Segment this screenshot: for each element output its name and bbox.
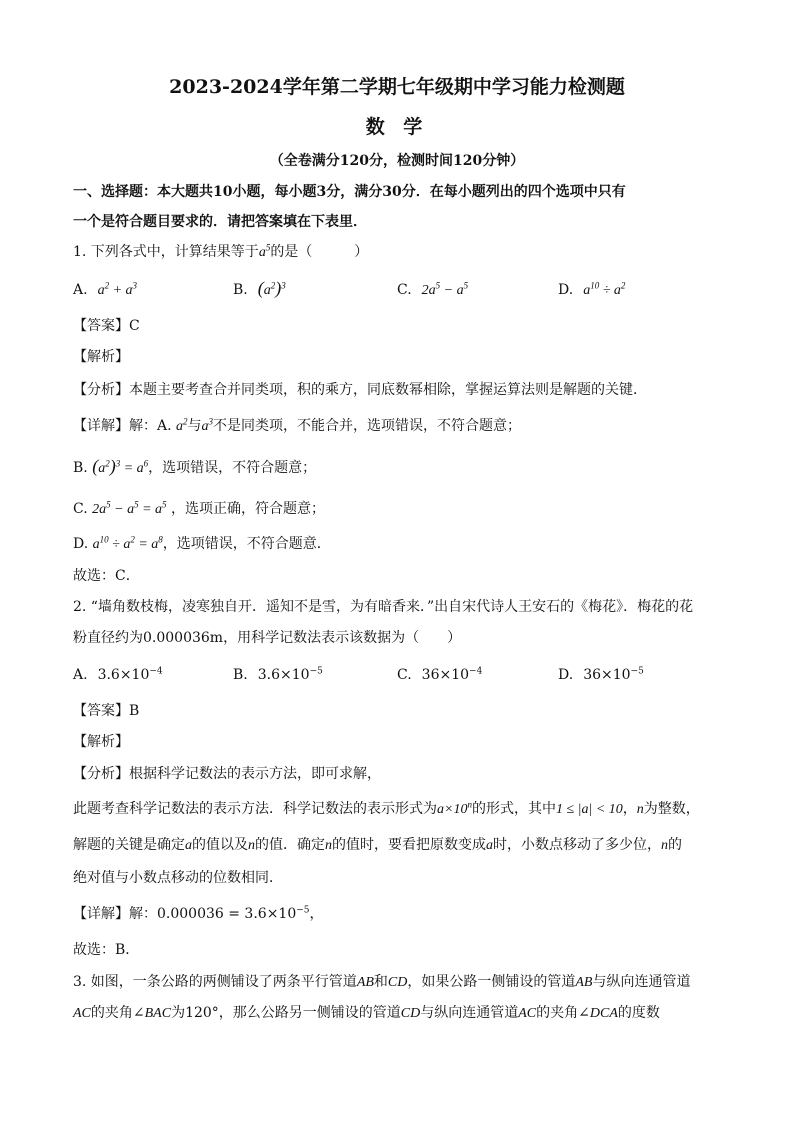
q1-detail-d: D. $a^{10} \div a^2 = a^8$，选项错误，不符合题意． — [73, 534, 331, 552]
q1-answer: 【答案】C — [73, 318, 140, 334]
q2-choose: 故选：B． — [73, 942, 140, 958]
q2-stem-line1: 2. “墙角数枝梅，凌寒独自开．遥知不是雪，为有暗香来．”出自宋代诗人王安石的《梅花》．梅花的花 — [73, 599, 694, 615]
q2-option-d: D. $36\times 10^{-5}$ — [558, 666, 644, 683]
q2-analysis-head: 【解析】 — [73, 734, 129, 750]
q1-detail-c: C. $2a^5 - a^5 = a^5$ ，选项正确，符合题意； — [73, 499, 325, 517]
exam-title: 2023-2024学年第二学期七年级期中学习能力检测题 — [169, 76, 625, 98]
q1-stem-b: 的是（ ） — [270, 244, 369, 260]
q1-option-b: B. $(a^2)^3$ — [233, 278, 286, 298]
q1-option-c: C. $2a^5 - a^5$ — [397, 280, 469, 298]
exam-note: （全卷满分120分，检测时间120分钟） — [269, 153, 525, 169]
q1-detail-a: 【详解】解：A. $a^2$与$a^3$不是同类项，不能合并，选项错误，不符合题意； — [73, 416, 522, 434]
q2-analysis: 【分析】根据科学记数法的表示方法，即可求解， — [73, 766, 381, 782]
q2-explain-line2: 解题的关键是确定a的值以及n的值．确定n的值时，要看把原数变成a时，小数点移动了多少位，n的 — [73, 837, 682, 853]
q2-stem-line2: 粉直径约为0.000036m，用科学记数法表示该数据为（ ） — [73, 630, 462, 646]
q1-option-d: D. $a^{10} \div a^2$ — [558, 280, 626, 298]
q1-detail-b: B. $(a^2)^3 = a^6$，选项错误，不符合题意； — [73, 456, 317, 476]
q1-choose: 故选：C． — [73, 568, 140, 584]
q1-stem-a: 1. 下列各式中，计算结果等于 — [73, 244, 259, 260]
q1-option-a: A. $a^2 + a^3$ — [73, 280, 138, 298]
q2-explain-line1: 此题考查科学记数法的表示方法．科学记数法的表示形式为$a\times 10^n$的形式，其中1 ≤ |a| < 10，n为整数， — [73, 799, 700, 817]
q3-stem-line1: 3. 如图，一条公路的两侧铺设了两条平行管道AB和CD，如果公路一侧铺设的管道AB与纵向连通管道 — [73, 974, 691, 990]
q2-value: 0.000036m — [143, 630, 224, 646]
q1-target-expr: $a^5$ — [258, 242, 271, 260]
q2-answer: 【答案】B — [73, 703, 140, 719]
section-heading-line1: 一、选择题：本大题共10小题，每小题3分，满分30分．在每小题列出的四个选项中只有 — [73, 184, 626, 200]
q2-explain-line3: 绝对值与小数点移动的位数相同． — [73, 870, 283, 886]
q2-option-a: A. $3.6\times 10^{-4}$ — [73, 666, 163, 683]
q1-analysis: 【分析】本题主要考查合并同类项，积的乘方，同底数幂相除，掌握运算法则是解题的关键． — [73, 382, 647, 398]
q2-detail: 【详解】解：$0.000036 = 3.6\times 10^{-5}$， — [73, 905, 324, 922]
q1-stem — [73, 242, 368, 263]
q3-stem-line2: AC的夹角∠BAC为120°，那么公路另一侧铺设的管道CD与纵向连通管道AC的夹角∠DCA的度数 — [73, 1005, 660, 1021]
subject-title: 数 学 — [365, 116, 429, 138]
q1-analysis-head: 【解析】 — [73, 349, 129, 365]
q2-option-b: B. $3.6\times 10^{-5}$ — [233, 666, 323, 683]
section-heading-line2: 一个是符合题目要求的．请把答案填在下表里． — [73, 214, 367, 230]
q2-option-c: C. $36\times 10^{-4}$ — [397, 666, 483, 683]
